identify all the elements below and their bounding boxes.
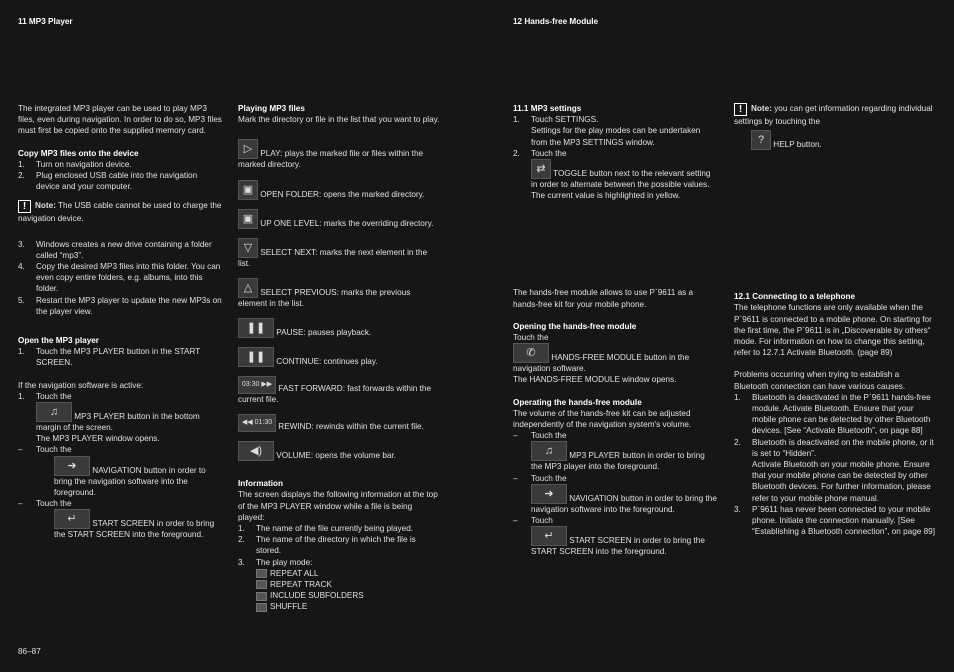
select-next-icon: ▽ — [238, 238, 258, 258]
button-text: VOLUME: opens the volume bar. — [276, 451, 396, 461]
hf-window-text: The HANDS-FREE MODULE window opens. — [513, 375, 677, 385]
list-item — [18, 391, 222, 402]
play-mode-label: REPEAT ALL — [270, 568, 319, 578]
list-text: Copy the desired MP3 files into this folder. You can even copy entire folders, e.g. albums, into this folder. — [36, 262, 221, 294]
button-description — [238, 376, 440, 405]
mp3-button-instruction — [18, 402, 222, 433]
list-number: 3. — [238, 557, 245, 567]
play-mode-label: REPEAT TRACK — [270, 580, 332, 590]
list-number: 1. — [18, 159, 25, 169]
nav-button-instruction — [513, 484, 717, 515]
list-number: 4. — [18, 262, 25, 272]
list-item — [734, 459, 936, 504]
arrow-right-icon: ➜ — [531, 484, 567, 504]
copy-heading: Copy MP3 files onto the device — [18, 148, 139, 158]
button-text: CONTINUE: continues play. — [276, 356, 378, 366]
list-item — [513, 114, 717, 125]
problems-text: Problems occurring when trying to establish a Bluetooth connection can have various causes. — [734, 370, 906, 391]
column-playing — [238, 103, 440, 613]
operating-text: The volume of the hands-free kit can be adjusted independently of the navigation system's volume. — [513, 408, 692, 430]
note — [18, 200, 222, 224]
list-number: 1. — [18, 347, 25, 357]
instruction-text: HANDS-FREE MODULE button in the navigation software. — [513, 353, 690, 374]
column-settings-handsfree — [513, 103, 717, 557]
play-mode-item — [238, 568, 440, 579]
list-text: Restart the MP3 player to update the new MP3s on the player view. — [36, 295, 222, 316]
info-text: The screen displays the following information at the top of the MP3 PLAYER window while a file is being played: — [238, 490, 438, 522]
mp3-button-instruction — [513, 441, 717, 472]
list-number: 2. — [238, 535, 245, 545]
list-text: Touch the — [531, 148, 567, 158]
shuffle-icon — [256, 603, 267, 612]
list-number: 3. — [734, 504, 741, 514]
list-item — [18, 239, 222, 261]
list-item — [513, 148, 717, 159]
column-mp3-intro — [18, 103, 222, 540]
button-description — [238, 441, 440, 461]
button-description — [238, 347, 440, 367]
settings-heading: 11.1 MP3 settings — [513, 104, 582, 113]
repeat-all-icon — [256, 569, 267, 578]
button-text: SELECT PREVIOUS: marks the previous element in the list. — [238, 287, 411, 308]
list-text: Touch the — [36, 391, 72, 401]
pause-icon: ❚❚ — [238, 318, 274, 338]
instruction-text: START SCREEN in order to bring the START SCREEN into the foreground. — [54, 519, 215, 540]
instruction-text: NAVIGATION button in order to bring the navigation software into the foreground. — [54, 465, 206, 497]
play-mode-label: INCLUDE SUBFOLDERS — [270, 591, 364, 601]
play-mode-label: SHUFFLE — [270, 602, 308, 612]
start-button-instruction — [18, 509, 222, 540]
note — [734, 103, 936, 127]
list-text: Touch the MP3 PLAYER button in the START SCREEN. — [36, 347, 201, 368]
note-text: you can get information regarding individual settings by touching the — [734, 104, 933, 126]
list-text: P`9611 has never been connected to your mobile phone. Initiate the connection manually. [See “Establishing a Bluetooth connection”, on page 89] — [752, 504, 935, 537]
page-numbers: 86–87 — [18, 647, 41, 656]
button-description — [238, 238, 440, 269]
list-text: Touch the — [531, 431, 567, 441]
list-item — [18, 170, 222, 192]
list-text: Turn on navigation device. — [36, 159, 132, 169]
select-previous-icon: △ — [238, 278, 258, 298]
playing-heading: Playing MP3 files — [238, 104, 305, 113]
list-item — [734, 504, 936, 538]
dash-item — [18, 498, 222, 509]
instruction-text: START SCREEN in order to bring the START SCREEN into the foreground. — [531, 536, 705, 557]
volume-icon: ◀) — [238, 441, 274, 461]
help-instruction — [734, 130, 936, 150]
list-text: Plug enclosed USB cable into the navigation device and your computer. — [36, 171, 198, 192]
up-level-icon: ▣ — [238, 209, 258, 229]
hf-intro: The hands-free module allows to use P`9611 as a hands-free kit for your mobile phone. — [513, 288, 694, 309]
nav-active-text: If the navigation software is active: — [18, 380, 144, 390]
button-description — [238, 209, 440, 229]
warning-icon: ! — [734, 103, 747, 116]
instruction-text: NAVIGATION button in order to bring the navigation software into the foreground. — [531, 493, 717, 514]
play-mode-item — [238, 579, 440, 590]
warning-icon: ! — [18, 200, 31, 213]
list-item — [238, 557, 440, 568]
continue-icon: ❚❚ — [238, 347, 274, 367]
button-text: OPEN FOLDER: opens the marked directory. — [260, 189, 425, 199]
note-label: Note: — [35, 201, 56, 211]
help-icon: ? — [751, 130, 771, 150]
start-button-instruction — [513, 526, 717, 557]
hf-button-instruction — [513, 343, 717, 374]
button-text: FAST FORWARD: fast forwards within the current file. — [238, 383, 432, 405]
list-item — [734, 392, 936, 437]
button-text: PAUSE: pauses playback. — [276, 327, 372, 337]
connecting-text: The telephone functions are only available when the P`9611 is connected to a mobile phone. On starting for the first time, the P`9611 is in „Discoverable by others“ mode. For information on how to change this setting, refer to 12.7.1 Activate Bluetooth. (page 89) — [734, 303, 932, 358]
list-number: 2. — [734, 437, 741, 447]
operating-heading: Operating the hands-free module — [513, 397, 642, 407]
list-item — [238, 523, 440, 534]
list-text: The name of the directory in which the file is stored. — [256, 535, 416, 556]
button-description — [238, 414, 440, 432]
open-folder-icon: ▣ — [238, 180, 258, 200]
open-heading: Open the MP3 player — [18, 336, 99, 346]
button-list — [238, 139, 440, 461]
list-text: Activate Bluetooth on your mobile phone. Ensure that your mobile phone can be detected by other Bluetooth devices. For further information, please refer to your mobile phone manual. — [752, 460, 931, 503]
info-heading: Information — [238, 479, 284, 489]
play-icon: ▷ — [238, 139, 258, 159]
list-text: Windows creates a new drive containing a folder called “mp3”. — [36, 239, 212, 260]
button-description — [238, 278, 440, 309]
dash: – — [18, 499, 23, 509]
instruction-text: TOGGLE button next to the relevant setting in order to alternate between the possible values. The current value is highlighted in yellow. — [531, 168, 711, 201]
list-text: The play mode: — [256, 557, 313, 567]
note-label: Note: — [751, 104, 772, 113]
return-icon: ↵ — [531, 526, 567, 546]
music-note-icon: ♫ — [531, 441, 567, 461]
list-text: Touch SETTINGS. — [531, 115, 599, 125]
button-description — [238, 180, 440, 200]
button-text: UP ONE LEVEL: marks the overriding directory. — [260, 218, 434, 228]
window-opens: The MP3 PLAYER window opens. — [36, 434, 160, 444]
music-note-icon: ♫ — [36, 402, 72, 422]
list-text: Touch the — [36, 445, 72, 455]
list-number: 2. — [513, 148, 520, 158]
instruction-text: MP3 PLAYER button in the bottom margin of the screen. — [36, 411, 200, 433]
dash: – — [513, 431, 518, 441]
instruction-text: MP3 PLAYER button in order to bring the MP3 player into the foreground. — [531, 451, 705, 472]
list-item — [18, 261, 222, 295]
list-number: 1. — [513, 115, 520, 125]
dash-item — [513, 473, 717, 484]
list-text: Touch the — [531, 473, 567, 483]
left-page-header: 11 MP3 Player — [18, 17, 73, 26]
opening-heading: Opening the hands-free module — [513, 321, 637, 331]
include-subfolders-icon — [256, 592, 267, 601]
list-item — [18, 295, 222, 317]
dash: – — [513, 473, 518, 483]
button-description — [238, 318, 440, 338]
right-page-header: 12 Hands-free Module — [513, 17, 599, 26]
list-text: Touch the — [36, 499, 72, 509]
play-mode-item — [238, 590, 440, 601]
connecting-heading: 12.1 Connecting to a telephone — [734, 292, 856, 302]
rewind-icon: ◀◀ 01:30 — [238, 414, 276, 432]
fast-forward-icon: 03:30 ▶▶ — [238, 376, 276, 394]
list-number: 1. — [734, 392, 741, 402]
list-number: 3. — [18, 239, 25, 249]
repeat-track-icon — [256, 580, 267, 589]
list-item — [238, 534, 440, 556]
button-text: SELECT NEXT: marks the next element in the list. — [238, 247, 428, 268]
list-number: 1. — [238, 524, 245, 534]
button-text: REWIND: rewinds within the current file. — [278, 422, 424, 432]
list-number: 5. — [18, 295, 25, 305]
column-connecting — [734, 103, 936, 537]
arrow-right-icon: ➜ — [54, 456, 90, 476]
instruction-text: HELP button. — [773, 140, 822, 149]
nav-button-instruction — [18, 456, 222, 498]
phone-icon: ✆ — [513, 343, 549, 363]
dash-item — [513, 515, 717, 526]
list-item — [18, 159, 222, 170]
list-number: 2. — [18, 171, 25, 181]
playing-text: Mark the directory or file in the list that you want to play. — [238, 115, 440, 125]
dash-item — [513, 430, 717, 441]
note-text: The USB cable cannot be used to charge the navigation device. — [18, 201, 222, 224]
list-item — [734, 437, 936, 459]
intro-paragraph: The integrated MP3 player can be used to play MP3 files, even during navigation. In order to do so, MP3 files must first be copied onto the supplied memory card. — [18, 104, 222, 136]
dash: – — [513, 516, 518, 526]
return-icon: ↵ — [54, 509, 90, 529]
list-text: Bluetooth is deactivated on the mobile phone, or it is set to “Hidden”. — [752, 437, 934, 458]
list-subtext: Settings for the play modes can be undertaken from the MP3 SETTINGS window. — [531, 126, 701, 147]
list-text: The name of the file currently being played. — [256, 524, 414, 534]
list-text: Touch — [531, 516, 553, 526]
toggle-icon: ⇄ — [531, 159, 551, 179]
play-mode-item — [238, 601, 440, 612]
button-text: PLAY: plays the marked file or files within the marked directory. — [238, 149, 424, 170]
toggle-instruction — [513, 159, 717, 201]
button-description — [238, 139, 440, 170]
list-text: Bluetooth is deactivated in the P`9611 hands-free module. Activate Bluetooth. Ensure that your mobile phone can be detected by other Bluetooth devices. [See “Activate Bluetooth”, on page 88] — [752, 392, 931, 436]
dash-item — [18, 444, 222, 455]
list-number: 1. — [18, 391, 25, 401]
list-item — [18, 346, 222, 368]
dash: – — [18, 445, 23, 455]
touch-text: Touch the — [513, 333, 549, 343]
